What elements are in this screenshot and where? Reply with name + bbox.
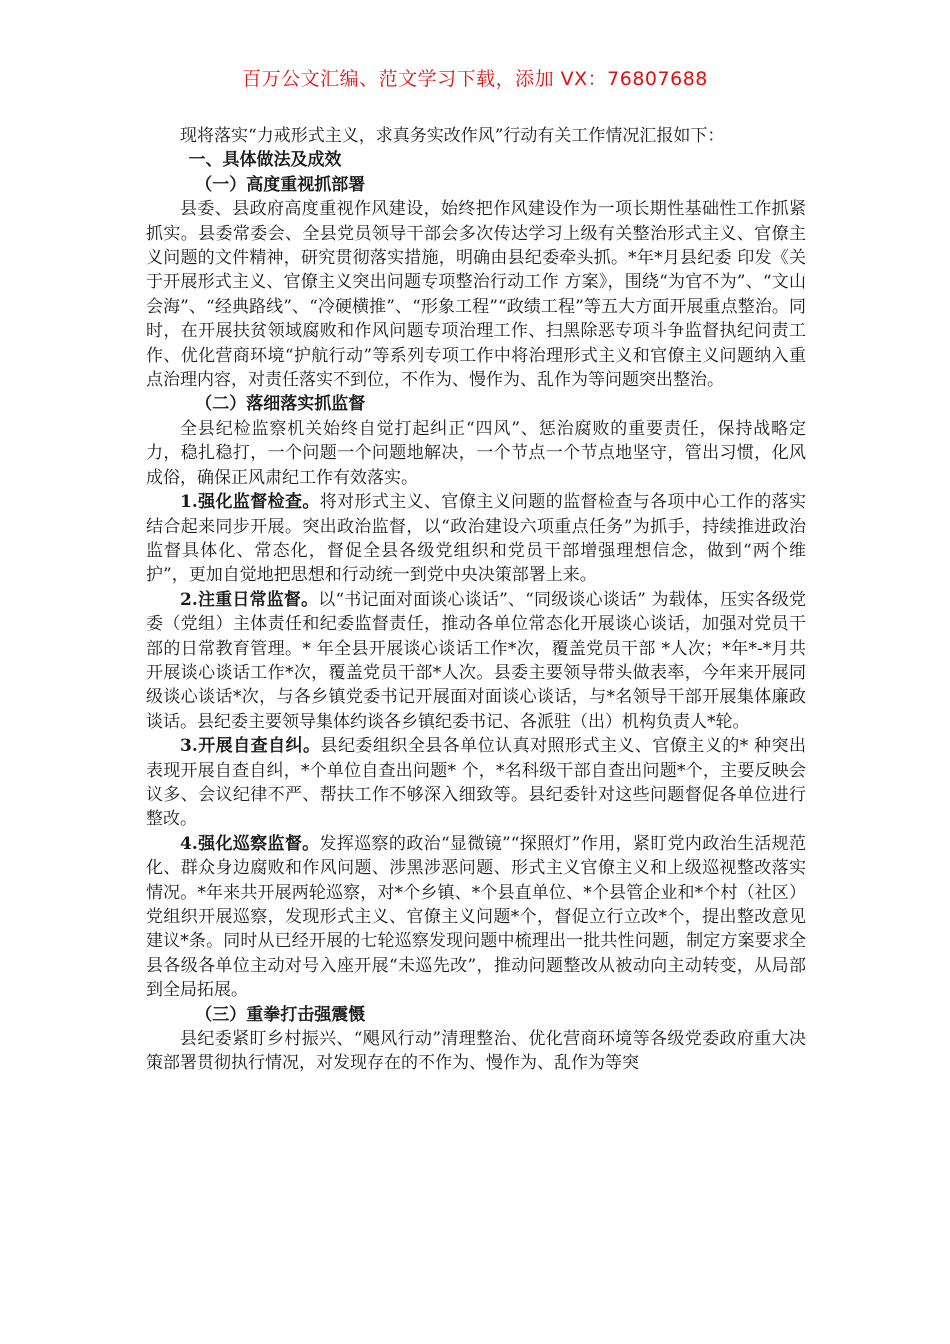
paragraph-deterrence: 县纪委紧盯乡村振兴、“飓风行动”清理整治、优化营商环境等各级党委政府重大决策部署贯彻执行情况，对发现存在的不作为、慢作为、乱作为等突	[146, 1029, 806, 1074]
promo-banner: 百万公文汇编、范文学习下载，添加 VX：76807688	[242, 68, 708, 90]
paragraph-supervision: 全县纪检监察机关始终自觉打起纠正“四风”、惩治腐败的重要责任，保持战略定力，稳扎稳打，一个问题一个问题地解决，一个节点一个节点地坚守，管出习惯，化风成俗，确保正风肃纪工作有效落实。	[146, 418, 806, 488]
subsection-heading-2: （二）落细落实抓监督	[195, 394, 366, 415]
item-text: 县纪委组织全县各单位认真对照形式主义、官僚主义的* 种突出表现开展自查自纠，*个单位自查出问题* 个，*名科级干部自查出问题*个，主要反映会议多、会议纪律不严、帮扶工作不够深入细致等。县纪委针对这些问题督促各单位进行整改。	[146, 736, 806, 830]
subsection-heading-3: （三）重拳打击强震慑	[195, 1004, 366, 1025]
item-text: 将对形式主义、官僚主义问题的监督检查与各项中心工作的落实结合起来同步开展。突出政治监督，以“政治建设六项重点任务”为抓手，持续推进政治监督具体化、常态化，督促全县各级党组织和党员干部增强理想信念，做到“两个维护”，更加自觉地把思想和行动统一到党中央决策部署上来。	[146, 492, 807, 586]
paragraph-deployment: 县委、县政府高度重视作风建设，始终把作风建设作为一项长期性基础性工作抓紧抓实。县委常委会、全县党员领导干部会多次传达学习上级有关整治形式主义、官僚主义问题的文件精神，研究贯彻落实措施，明确由县纪委牵头抓。*年*月县纪委 印发《关于开展形式主义、官僚主义突出问题专项整治行动工作 方案》，围绕“为官不为”、“文山会海”、“经典路线”、“冷硬横推”、“形象工程”“政绩工程”等五大方面开展重点整治。同时，在开展扶贫领域腐败和作风问题专项治理工作、扫黑除恶专项斗争监督执纪问责工作、优化营商环境“护航行动”等系列专项工作中将治理形式主义和官僚主义问题纳入重点治理内容，对责任落实不到位，不作为、慢作为、乱作为等问题突出整治。	[146, 199, 806, 391]
list-item	[146, 490, 806, 588]
section-heading-1: 一、具体做法及成效	[188, 150, 342, 171]
item-text: 发挥巡察的政治“显微镜”“探照灯”作用，紧盯党内政治生活规范化、群众身边腐败和作风问题、涉黑涉恶问题、形式主义官僚主义和上级巡视整改落实情况。*年来共开展两轮巡察，对*个乡镇、*个县直单位、*个县管企业和*个村（社区）党组织开展巡察，发现形式主义、官僚主义问题*个，督促立行立改*个，提出整改意见建议*条。同时从已经开展的七轮巡察发现问题中梳理出一批共性问题，制定方案要求全县各级各单位主动对号入座开展“未巡先改”，推动问题整改从被动向主动转变，从局部到全局拓展。	[146, 833, 807, 1001]
item-lead: 1.强化监督检查。	[180, 492, 320, 513]
item-lead: 3.开展自查自纠。	[180, 736, 321, 757]
report-body	[146, 124, 806, 1076]
item-text: 以“书记面对面谈心谈话”、“同级谈心谈话” 为载体，压实各级党委（党组）主体责任和纪委监督责任，推动各单位常态化开展谈心谈话，加强对党员干部的日常教育管理。* 年全县开展谈心谈话工作*次，覆盖党员干部 *人次；*年*-*月共开展谈心谈话工作*次，覆盖党员干部*人次。县委主要领导带头做表率，今年来开展同级谈心谈话*次，与各乡镇党委书记开展面对面谈心谈话，与*名领导干部开展集体廉政谈话。县纪委主要领导集体约谈各乡镇纪委书记、各派驻（出）机构负责人*轮。	[146, 589, 806, 732]
item-lead: 4.强化巡察监督。	[180, 833, 320, 854]
list-item	[146, 832, 806, 1003]
list-item	[146, 734, 806, 832]
subsection-heading-1: （一）高度重视抓部署	[195, 174, 366, 195]
item-lead: 2.注重日常监督。	[180, 589, 319, 610]
list-item	[146, 588, 806, 734]
intro-paragraph: 现将落实“力戒形式主义，求真务实改作风”行动有关工作情况汇报如下：	[180, 126, 725, 146]
